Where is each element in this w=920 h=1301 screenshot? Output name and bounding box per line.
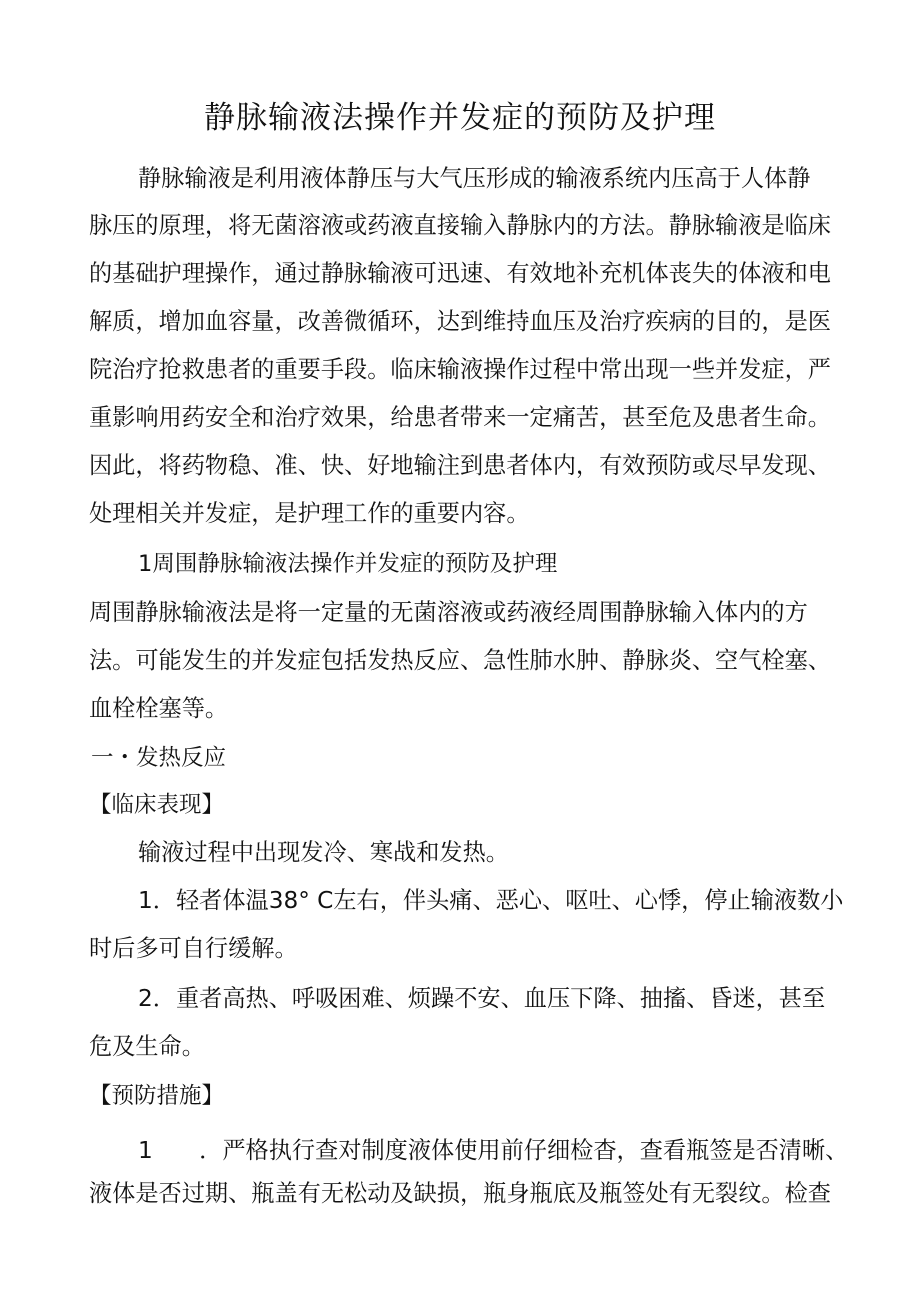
paragraph-line: 1．轻者体温38° C左右，伴头痛、恶心、呕吐、心悸，停止输液数小 (138, 887, 844, 914)
paragraph-line: 重影响用药安全和治疗效果，给患者带来一定痛苦，甚至危及患者生命。 (89, 404, 831, 431)
paragraph-line: 1 ．严格执行查对制度液体使用前仔细检杳，查看瓶签是否清晰、 (138, 1137, 849, 1164)
paragraph-line: 周围静脉输液法是将一定量的无菌溶液或药液经周围静脉输入体内的方 (89, 599, 808, 626)
paragraph-line: 解质，增加血容量，改善微循环，达到维持血压及治疗疾病的目的，是医 (89, 308, 831, 335)
paragraph-line: 脉压的原理，将无菌溶液或药液直接输入静脉内的方法。静脉输液是临床 (89, 212, 831, 239)
paragraph-line: 处理相关并发症，是护理工作的重要内容。 (89, 500, 530, 527)
section-heading: 1周围静脉输液法操作并发症的预防及护理 (138, 551, 558, 577)
paragraph-line: 静脉输液是利用液体静压与大气压形成的输液系统内压高于人体静 (138, 165, 811, 192)
prevention-heading: 【预防措施】 (89, 1083, 225, 1109)
document-title: 静脉输液法操作并发症的预防及护理 (204, 100, 716, 136)
paragraph-line: 血栓栓塞等。 (89, 695, 229, 722)
paragraph-line: 因此，将药物稳、准、快、好地输注到患者体内，有效预防或尽早发现、 (89, 452, 831, 479)
clinical-heading: 【临床表现】 (89, 792, 225, 818)
paragraph-line: 法。可能发生的并发症包括发热反应、急性肺水肿、静脉炎、空气栓塞、 (89, 647, 831, 674)
paragraph-line: 2．重者高热、呼吸困难、烦躁不安、血压下降、抽搐、昏迷，甚至 (138, 985, 826, 1012)
paragraph-line: 危及生命。 (89, 1033, 205, 1060)
subsection-heading: 一・发热反应 (91, 745, 227, 771)
clinical-intro: 输液过程中出现发冷、寒战和发热。 (138, 839, 509, 866)
paragraph-line: 液体是否过期、瓶盖有无松动及缺损，瓶身瓶底及瓶签处有无裂纹。检查 (89, 1180, 831, 1207)
paragraph-line: 院治疗抢救患者的重要手段。临床输液操作过程中常出现一些并发症，严 (89, 356, 831, 383)
paragraph-line: 时后多可自行缓解。 (89, 935, 298, 962)
paragraph-line: 的基础护理操作，通过静脉输液可迅速、有效地补充机体丧失的体液和电 (89, 260, 831, 287)
